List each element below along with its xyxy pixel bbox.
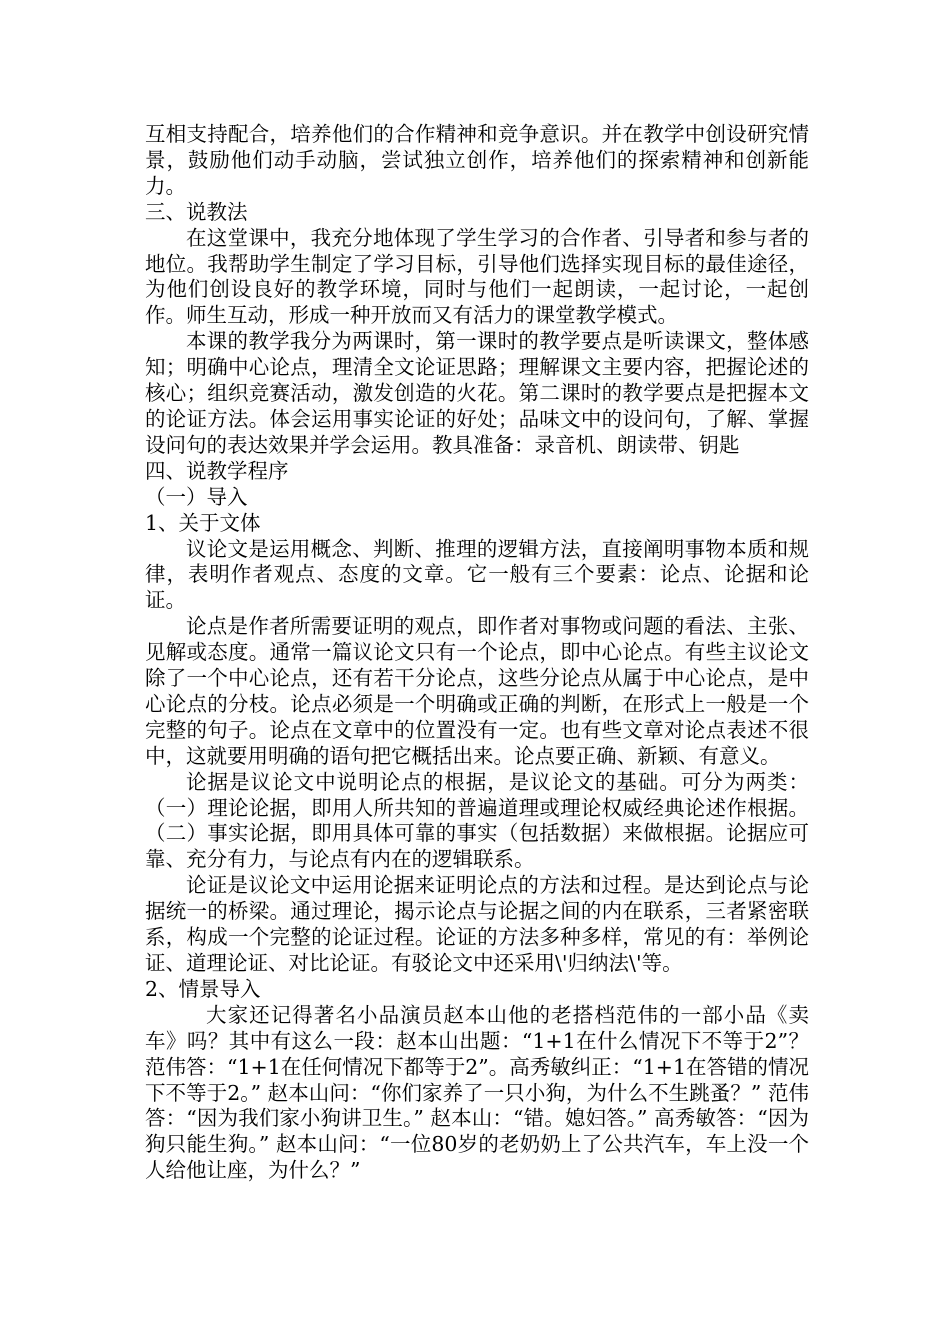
paragraph-lesson-plan: 本课的教学我分为两课时，第一课时的教学要点是听读课文，整体感知；明确中心论点，理清全文论证思路；理解课文主要内容，把握论述的核心；组织竞赛活动，激发创造的火花。第二课时的教学要点是把握本文的论证方法。体会运用事实论证的好处；品味文中的设问句，了解、掌握设问句的表达效果并学会运用。教具准备：录音机、朗读带、钥匙 — [145, 329, 809, 457]
paragraph-evidence: 论据是议论文中说明论点的根据，是议论文的基础。可分为两类：（一）理论论据，即用人所共知的普遍道理或理论权威经典论述作根据。（二）事实论据，即用具体可靠的事实（包括数据）来做根据。论据应可靠、充分有力，与论点有内在的逻辑联系。 — [145, 769, 809, 872]
heading-teaching-method: 三、说教法 — [145, 199, 248, 224]
paragraph-argumentative-essay: 议论文是运用概念、判断、推理的逻辑方法，直接阐明事物本质和规律，表明作者观点、态度的文章。它一般有三个要素：论点、论据和论证。 — [145, 536, 809, 613]
paragraph-thesis: 论点是作者所需要证明的观点，即作者对事物或问题的看法、主张、见解或态度。通常一篇议论文只有一个论点，即中心论点。有些主议论文除了一个中心论点，还有若干分论点，这些分论点从属于中心论点，是中心论点的分枝。论点必须是一个明确或正确的判断，在形式上一般是一个完整的句子。论点在文章中的位置没有一定。也有些文章对论点表述不很中，这就要用明确的语句把它概括出来。论点要正确、新颖、有意义。 — [145, 614, 809, 768]
paragraph-teaching-method: 在这堂课中，我充分地体现了学生学习的合作者、引导者和参与者的地位。我帮助学生制定了学习目标，引导他们选择实现目标的最佳途径，为他们创设良好的教学环境，同时与他们一起朗读，一起讨论，一起创作。师生互动，形成一种开放而又有活力的课堂教学模式。 — [145, 225, 809, 328]
paragraph-intro: 互相支持配合，培养他们的合作精神和竞争意识。并在教学中创设研究情景，鼓励他们动手动脑，尝试独立创作，培养他们的探索精神和创新能力。 — [145, 122, 809, 198]
subheading-introduction: （一）导入 — [145, 484, 248, 509]
heading-teaching-procedure: 四、说教学程序 — [145, 458, 289, 483]
heading-about-genre: 1、关于文体 — [145, 510, 261, 535]
heading-scenario-intro: 2、情景导入 — [145, 976, 261, 1001]
document-page — [145, 122, 809, 1184]
paragraph-sketch-story: 大家还记得著名小品演员赵本山他的老搭档范伟的一部小品《卖车》吗？其中有这么一段：赵本山出题：“1+1在什么情况下不等于2”？范伟答：“1+1在任何情况下都等于2”。高秀敏纠正：“1+1在答错的情况下不等于2。” 赵本山问：“你们家养了一只小狗，为什么不生跳蚤？” 范伟答：“因为我们家小狗讲卫生。” 赵本山：“错。媳妇答。” 高秀敏答：“因为狗只能生狗。” 赵本山问：“一位80岁的老奶奶上了公共汽车，车上没一个人给他让座，为什么？” — [145, 1002, 810, 1183]
paragraph-argumentation: 论证是议论文中运用论据来证明论点的方法和过程。是达到论点与论据统一的桥梁。通过理论，揭示论点与论据之间的内在联系，三者紧密联系，构成一个完整的论证过程。论证的方法多种多样，常见的有：举例论证、道理论证、对比论证。有驳论文中还采用\'归纳法\'等。 — [145, 873, 809, 975]
